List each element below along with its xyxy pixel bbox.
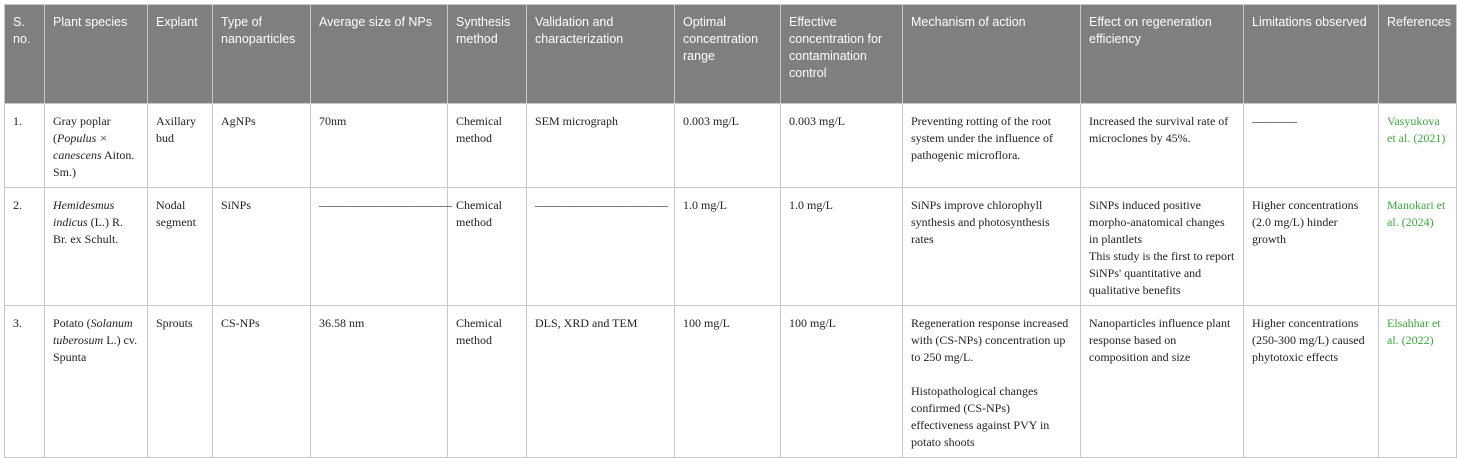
cell-effective: 0.003 mg/L [781,104,903,188]
header-plant-species: Plant species [45,5,148,104]
header-limitations: Limitations observed [1244,5,1379,104]
header-effect: Effect on regeneration efficiency [1081,5,1244,104]
effect-line: Nanoparticles influence plant response based on composition and size [1089,316,1231,364]
cell-effect [1081,306,1244,458]
header-mechanism: Mechanism of action [903,5,1081,104]
cell-optimal: 0.003 mg/L [675,104,781,188]
reference-link[interactable]: Elsahhar et al. (2022) [1387,316,1441,347]
cell-mechanism [903,306,1081,458]
cell-validation: ———————————— [527,188,675,306]
mechanism-line: Regeneration response increased with (CS-NPs) concentration up to 250 mg/L. [911,316,1069,364]
species-pre: Gray poplar ( [53,114,111,145]
header-row [5,5,1457,104]
cell-reference [1379,306,1457,458]
cell-species [45,104,148,188]
header-explant: Explant [148,5,213,104]
effect-line: This study is the first to report SiNPs' quantitative and qualitative benefits [1089,249,1235,297]
cell-explant: Axillary bud [148,104,213,188]
cell-effect [1081,104,1244,188]
cell-species [45,188,148,306]
cell-synthesis: Chemical method [448,104,527,188]
cell-sno: 1. [5,104,45,188]
cell-mechanism [903,104,1081,188]
header-optimal: Optimal concentration range [675,5,781,104]
cell-type: CS-NPs [213,306,311,458]
species-post: Aiton. Sm.) [53,148,135,179]
cell-explant: Sprouts [148,306,213,458]
reference-link[interactable]: Manokari et al. (2024) [1387,198,1446,229]
cell-sno: 2. [5,188,45,306]
cell-optimal: 1.0 mg/L [675,188,781,306]
table-row [5,188,1457,306]
cell-size: ———————————— [311,188,448,306]
species-italic: Populus × canescens [53,131,108,162]
species-post: (L.) R. Br. ex Schult. [53,215,123,246]
header-effective: Effective concentration for contamination control [781,5,903,104]
cell-explant: Nodal segment [148,188,213,306]
mechanism-line: Preventing rotting of the root system under the influence of pathogenic microflora. [911,114,1053,162]
mechanism-line: Histopathological changes confirmed (CS-NPs) effectiveness against PVY in potato shoots [911,384,1050,449]
effect-line: Increased the survival rate of microclones by 45%. [1089,114,1229,145]
cell-effective: 100 mg/L [781,306,903,458]
header-sno: S. no. [5,5,45,104]
species-pre: Potato ( [53,316,91,330]
cell-validation: SEM micrograph [527,104,675,188]
cell-synthesis: Chemical method [448,188,527,306]
header-size: Average size of NPs [311,5,448,104]
cell-reference [1379,104,1457,188]
header-type: Type of nanoparticles [213,5,311,104]
header-validation: Validation and characterization [527,5,675,104]
mechanism-line: SiNPs improve chlorophyll synthesis and photosynthesis rates [911,198,1050,246]
table-row [5,104,1457,188]
cell-effective: 1.0 mg/L [781,188,903,306]
nanoparticles-table [4,4,1457,458]
cell-size: 70nm [311,104,448,188]
species-italic: Solanum tuberosum [53,316,133,347]
cell-limitations: ———— [1244,104,1379,188]
cell-optimal: 100 mg/L [675,306,781,458]
cell-reference [1379,188,1457,306]
reference-link[interactable]: Vasyukova et al. (2021) [1387,114,1446,145]
cell-type: SiNPs [213,188,311,306]
cell-mechanism [903,188,1081,306]
table-row [5,306,1457,458]
cell-sno: 3. [5,306,45,458]
effect-line: SiNPs induced positive morpho-anatomical changes in plantlets [1089,198,1225,246]
species-post: L.) cv. Spunta [53,333,138,364]
header-synthesis: Synthesis method [448,5,527,104]
cell-size: 36.58 nm [311,306,448,458]
cell-synthesis: Chemical method [448,306,527,458]
cell-limitations: Higher concentrations (250-300 mg/L) caused phytotoxic effects [1244,306,1379,458]
cell-effect [1081,188,1244,306]
cell-validation: DLS, XRD and TEM [527,306,675,458]
species-italic: Hemidesmus indicus [53,198,115,229]
cell-species [45,306,148,458]
cell-type: AgNPs [213,104,311,188]
cell-limitations: Higher concentrations (2.0 mg/L) hinder growth [1244,188,1379,306]
header-references: References [1379,5,1457,104]
